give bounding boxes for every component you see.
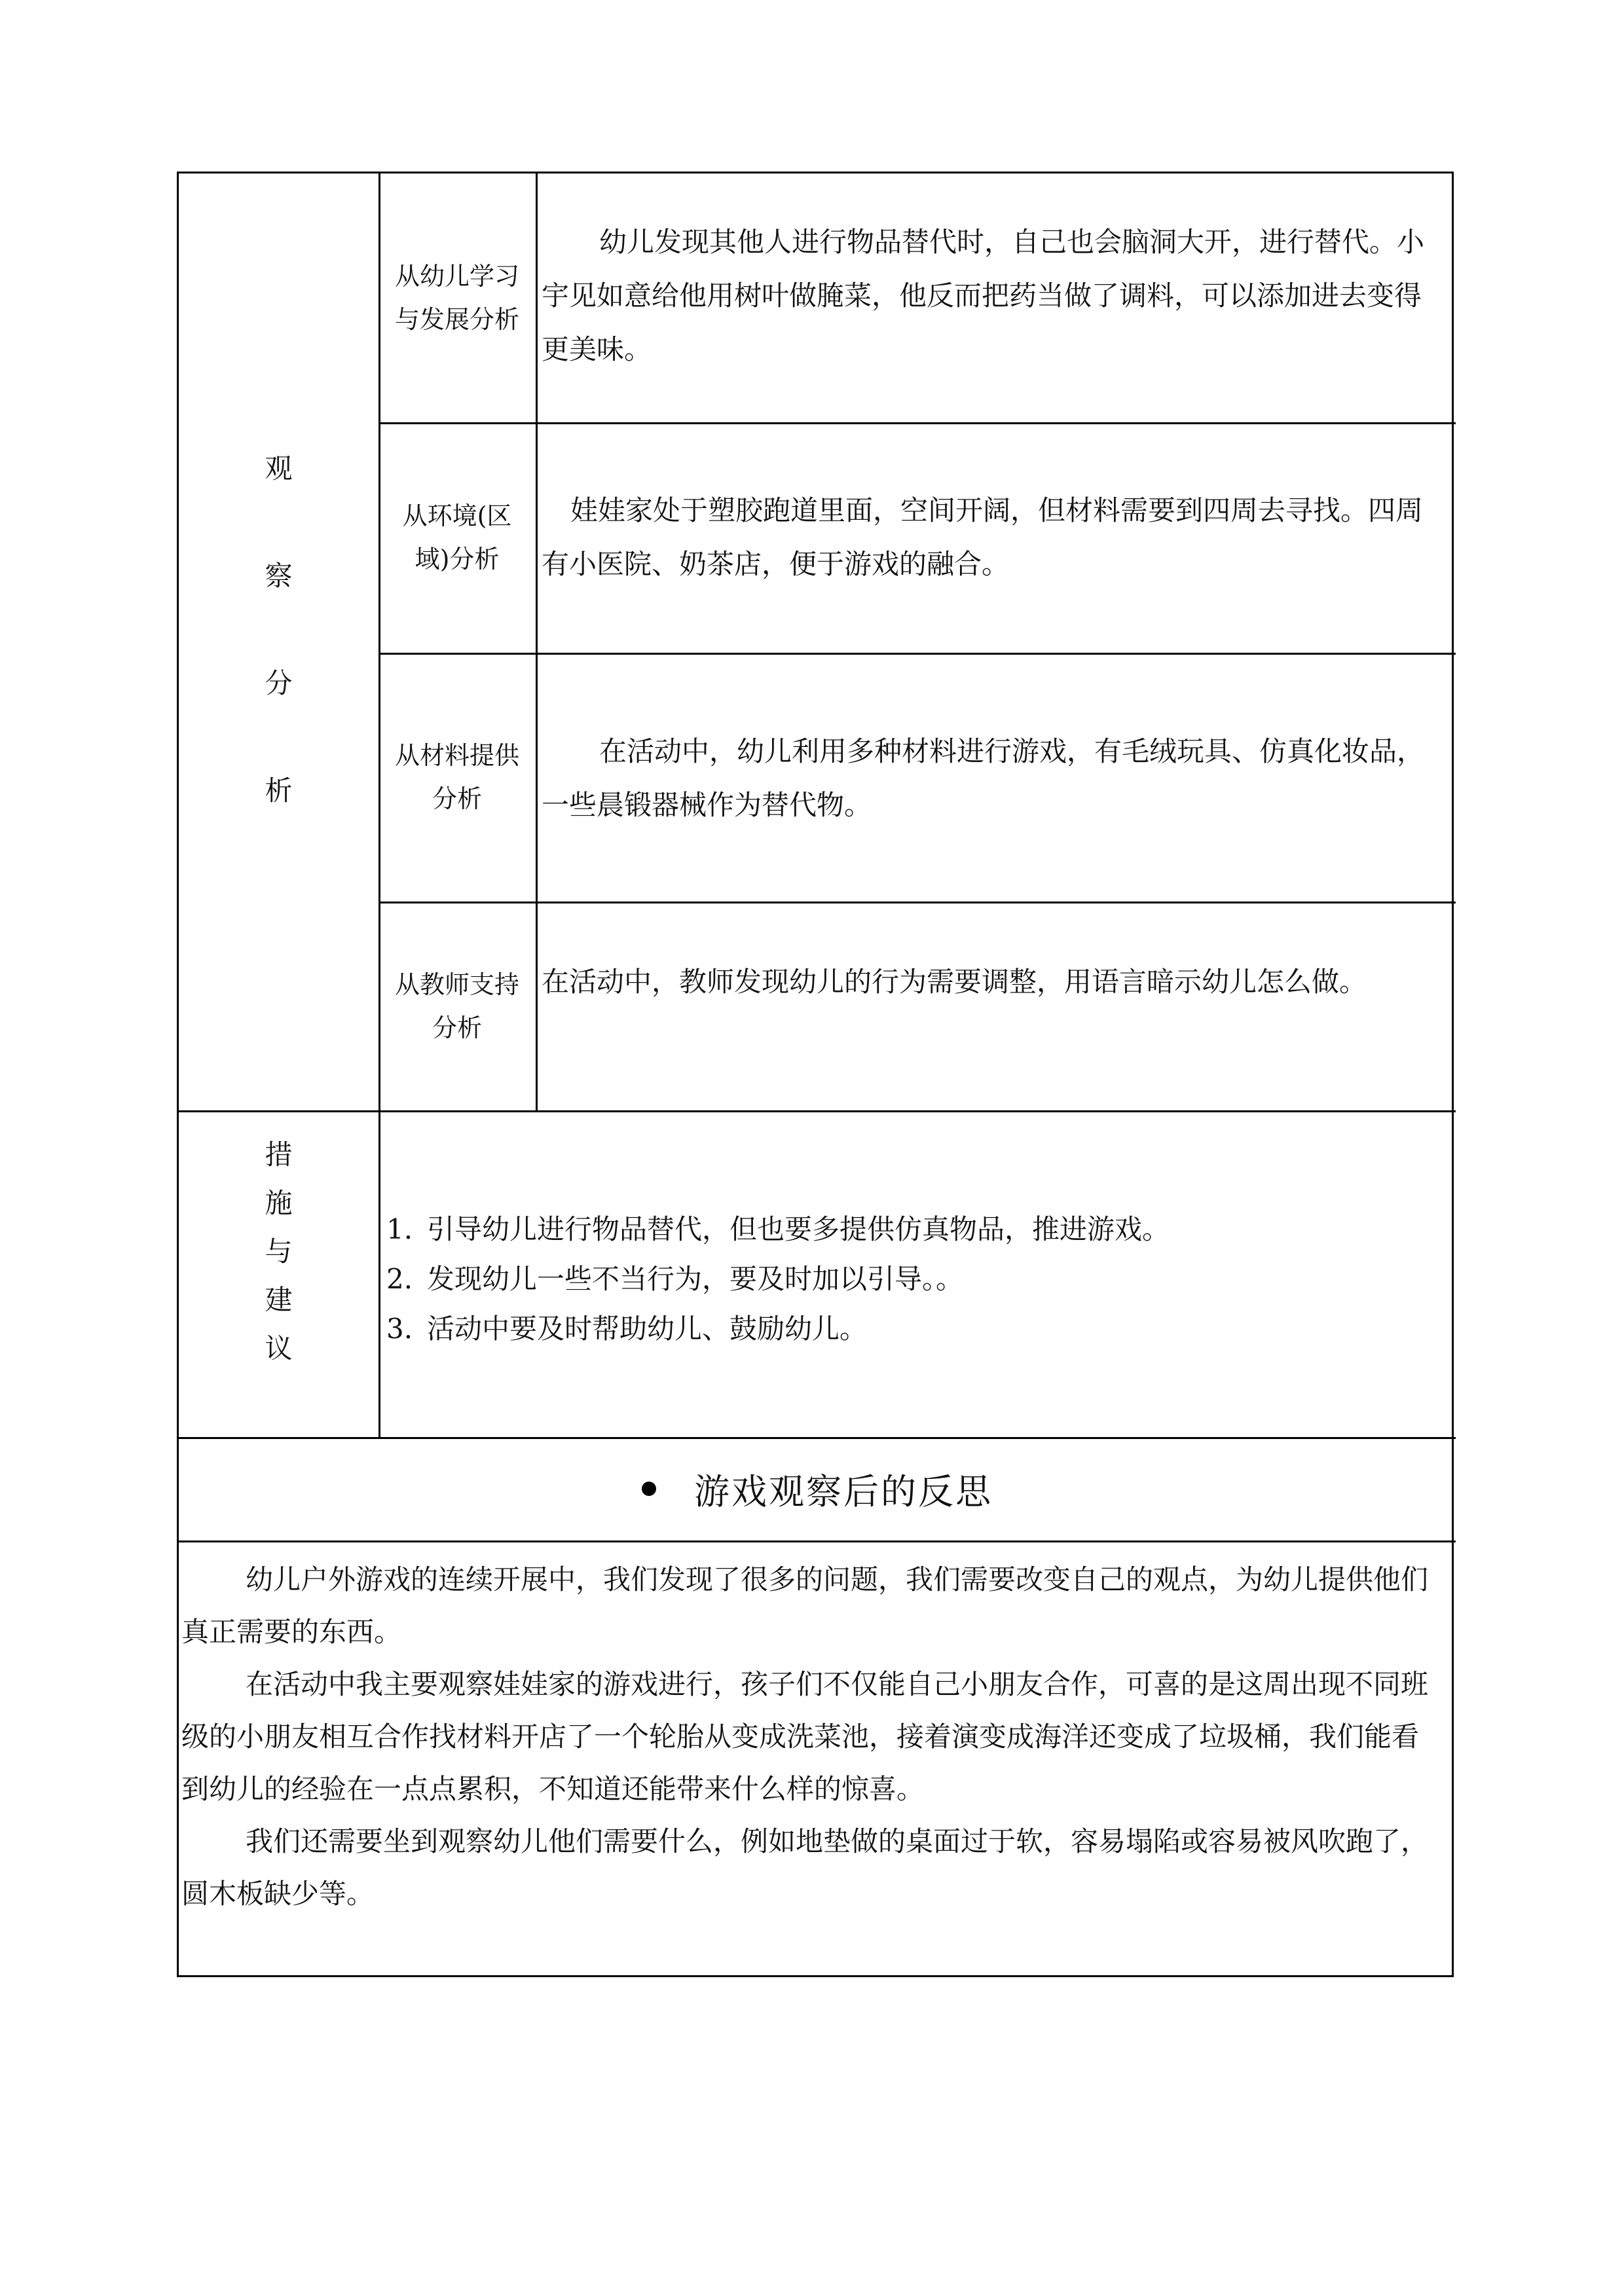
- row-label-line: 与发展分析: [394, 305, 519, 334]
- label-char: 析: [265, 774, 293, 807]
- row-label-materials: [378, 653, 536, 902]
- row-text-learning: 幼儿发现其他人进行物品替代时，自己也会脑洞大开，进行替代。小宇见如意给他用树叶做腌菜，他反而把药当做了调料，可以添加进去变得更美味。: [542, 226, 1425, 365]
- label-char: 观: [265, 452, 293, 484]
- row-label-learning: [378, 173, 536, 422]
- row-label-line: 分析: [432, 1013, 482, 1042]
- reflection-paragraph-1: 幼儿户外游戏的连续开展中，我们发现了很多的问题，我们需要改变自己的观点，为幼儿提供他们真正需要的东西。: [181, 1563, 1429, 1648]
- measures-suggestions-label: [179, 1141, 378, 1362]
- row-label-line: 分析: [432, 784, 482, 813]
- list-item-text: 引导幼儿进行物品替代，但也要多提供仿真物品，推进游戏。: [427, 1213, 1170, 1245]
- list-item: [386, 1304, 1430, 1354]
- label-char: 察: [265, 560, 293, 592]
- reflection-title: [179, 1437, 1456, 1540]
- list-item-number: 1.: [386, 1213, 413, 1245]
- row-label-teacher: [378, 902, 536, 1110]
- list-item-number: 2.: [386, 1263, 413, 1295]
- label-char: 与: [265, 1235, 293, 1267]
- label-char: 建: [265, 1284, 293, 1316]
- list-item-text: 活动中要及时帮助幼儿、鼓励幼儿。: [427, 1313, 868, 1345]
- observation-row-learning: [378, 173, 1456, 422]
- row-label-line: 从幼儿学习: [394, 262, 519, 291]
- reflection-paragraph-2: 在活动中我主要观察娃娃家的游戏进行，孩子们不仅能自己小朋友合作，可喜的是这周出现不同班级的小朋友相互合作找材料开店了一个轮胎从变成洗菜池，接着演变成海洋还变成了垃圾桶，我们能看到幼儿的经验在一点点累积，不知道还能带来什么样的惊喜。: [181, 1668, 1429, 1805]
- list-item: [386, 1254, 1430, 1304]
- row-label-line: 从材料提供: [394, 741, 519, 770]
- label-char: 议: [265, 1332, 293, 1364]
- reflection-title-row: [179, 1437, 1456, 1540]
- observation-row-teacher: [378, 902, 1456, 1110]
- row-text-environment: 娃娃家处于塑胶跑道里面，空间开阔，但材料需要到四周去寻找。四周有小医院、奶茶店，便于游戏的融合。: [542, 494, 1424, 580]
- observation-record-table: [177, 172, 1454, 1977]
- list-item-number: 3.: [386, 1313, 413, 1345]
- label-char: 措: [265, 1139, 293, 1171]
- row-text-materials: 在活动中，幼儿利用多种材料进行游戏，有毛绒玩具、仿真化妆品，一些晨锻器械作为替代物。: [542, 735, 1425, 821]
- measures-list: [386, 1205, 1430, 1354]
- measures-content: [378, 1110, 1456, 1437]
- reflection-paragraph-3: 我们还需要坐到观察幼儿他们需要什么，例如地垫做的桌面过于软，容易塌陷或容易被风吹跑了，圆木板缺少等。: [181, 1825, 1429, 1910]
- label-char: 施: [265, 1187, 293, 1219]
- reflection-title-text: 游戏观察后的反思: [694, 1470, 993, 1512]
- observation-row-environment: [378, 422, 1456, 653]
- label-char: 分: [265, 667, 293, 699]
- observation-row-materials: [378, 653, 1456, 902]
- row-label-line: 从环境(区: [402, 501, 512, 530]
- row-text-teacher: 在活动中，教师发现幼儿的行为需要调整，用语言暗示幼儿怎么做。: [542, 966, 1367, 998]
- reflection-body: [179, 1540, 1456, 1975]
- row-label-line: 域)分析: [415, 545, 500, 574]
- list-item: [386, 1205, 1430, 1254]
- list-item-text: 发现幼儿一些不当行为，要及时加以引导。。: [427, 1263, 964, 1295]
- row-label-line: 从教师支持: [394, 970, 519, 999]
- observation-analysis-label: [179, 452, 378, 807]
- row-label-environment: [378, 422, 536, 653]
- bullet-icon: [642, 1482, 656, 1496]
